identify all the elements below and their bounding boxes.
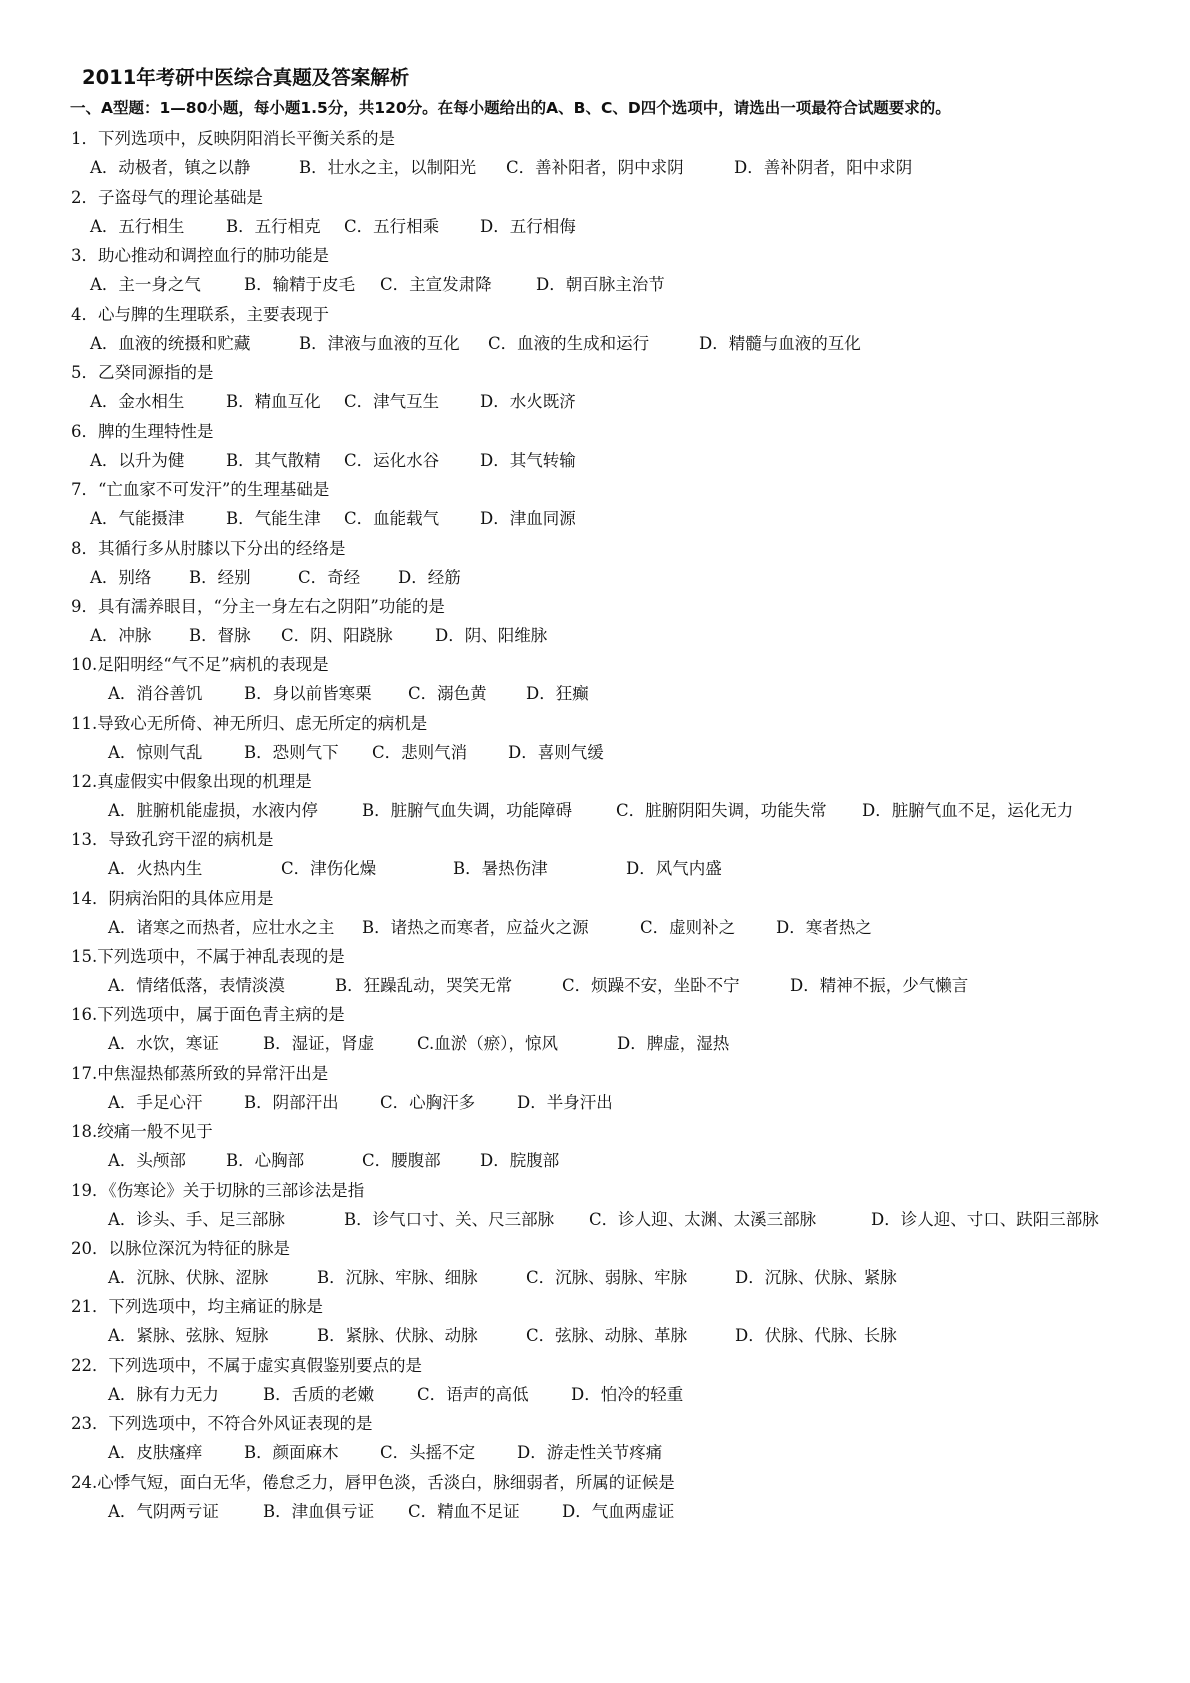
answer-option: C．沉脉、弱脉、牢脉	[526, 1268, 688, 1287]
answer-option: D．津血同源	[480, 509, 576, 528]
answer-option: B．督脉	[189, 626, 251, 645]
options-row	[0, 450, 1130, 472]
answer-option: A．气能摄津	[90, 509, 185, 528]
answer-option: D．喜则气缓	[508, 743, 604, 762]
options-row	[0, 683, 1130, 705]
answer-option: B．经别	[189, 568, 251, 587]
answer-option: C．津气互生	[344, 392, 440, 411]
question-stem: 17.中焦湿热郁蒸所致的异常汗出是	[71, 1064, 329, 1083]
answer-option: C．诊人迎、太渊、太溪三部脉	[589, 1210, 817, 1229]
options-row	[0, 917, 1130, 939]
options-row	[0, 1267, 1130, 1289]
answer-option: A．别络	[90, 568, 152, 587]
answer-option: C．溺色黄	[408, 684, 487, 703]
section-heading: 一、A型题：1—80小题，每小题1.5分，共120分。在每小题给出的A、B、C、D四个选项中，请选出一项最符合试题要求的。	[70, 99, 951, 117]
answer-option: B．紧脉、伏脉、动脉	[317, 1326, 478, 1345]
answer-option: D．精髓与血液的互化	[699, 334, 861, 353]
answer-option: C．主宣发肃降	[380, 275, 492, 294]
answer-option: C．烦躁不安，坐卧不宁	[562, 976, 740, 995]
answer-option: C．运化水谷	[344, 451, 440, 470]
answer-option: D．其气转输	[480, 451, 576, 470]
options-row	[0, 625, 1130, 647]
answer-option: D．诊人迎、寸口、趺阳三部脉	[871, 1210, 1099, 1229]
answer-option: B．颜面麻木	[244, 1443, 339, 1462]
answer-option: D．寒者热之	[776, 918, 872, 937]
question-stem: 1．下列选项中，反映阴阳消长平衡关系的是	[71, 129, 395, 148]
answer-option: C．津伤化燥	[281, 859, 377, 878]
answer-option: A．气阴两亏证	[108, 1502, 219, 1521]
answer-option: A．主一身之气	[90, 275, 201, 294]
question-stem: 4．心与脾的生理联系，主要表现于	[71, 305, 329, 324]
answer-option: A．紧脉、弦脉、短脉	[108, 1326, 269, 1345]
answer-option: A．金水相生	[90, 392, 185, 411]
answer-option: D．精神不振，少气懒言	[790, 976, 969, 995]
answer-option: A．惊则气乱	[108, 743, 203, 762]
answer-option: A．情绪低落，表情淡漠	[108, 976, 285, 995]
options-row	[0, 975, 1130, 997]
question-stem: 19．《伤寒论》关于切脉的三部诊法是指	[71, 1181, 365, 1200]
options-row	[0, 1150, 1130, 1172]
answer-option: D．气血两虚证	[562, 1502, 675, 1521]
options-row	[0, 333, 1130, 355]
options-row	[0, 216, 1130, 238]
answer-option: C．脏腑阴阳失调，功能失常	[616, 801, 827, 820]
answer-option: D．阴、阳维脉	[435, 626, 548, 645]
answer-option: D．脾虚，湿热	[617, 1034, 730, 1053]
answer-option: B．舌质的老嫩	[263, 1385, 375, 1404]
answer-option: C．虚则补之	[640, 918, 736, 937]
question-stem: 14．阴病治阳的具体应用是	[71, 889, 274, 908]
options-row	[0, 274, 1130, 296]
options-row	[0, 1092, 1130, 1114]
answer-option: D．游走性关节疼痛	[517, 1443, 663, 1462]
answer-option: B．心胸部	[226, 1151, 305, 1170]
answer-option: D．伏脉、代脉、长脉	[735, 1326, 897, 1345]
answer-option: A．水饮，寒证	[108, 1034, 219, 1053]
answer-option: D．半身汗出	[517, 1093, 613, 1112]
answer-option: D．沉脉、伏脉、紧脉	[735, 1268, 897, 1287]
options-row	[0, 1501, 1130, 1523]
question-stem: 7．“亡血家不可发汗”的生理基础是	[71, 480, 330, 499]
question-stem: 10.足阳明经“气不足”病机的表现是	[71, 655, 329, 674]
answer-option: A．五行相生	[90, 217, 185, 236]
question-stem: 12.真虚假实中假象出现的机理是	[71, 772, 312, 791]
answer-option: C．奇经	[298, 568, 361, 587]
question-stem: 8．其循行多从肘膝以下分出的经络是	[71, 539, 346, 558]
answer-option: C．血能载气	[344, 509, 440, 528]
answer-option: B．诸热之而寒者，应益火之源	[362, 918, 589, 937]
answer-option: D．怕冷的轻重	[571, 1385, 684, 1404]
answer-option: A．脉有力无力	[108, 1385, 219, 1404]
answer-option: D．经筋	[398, 568, 461, 587]
options-row	[0, 1033, 1130, 1055]
answer-option: B．身以前皆寒栗	[244, 684, 372, 703]
page-title: 2011年考研中医综合真题及答案解析	[82, 66, 410, 89]
answer-option: C．头摇不定	[380, 1443, 476, 1462]
answer-option: D．五行相侮	[480, 217, 576, 236]
answer-option: B．五行相克	[226, 217, 321, 236]
options-row	[0, 1209, 1130, 1231]
answer-option: A．动极者，镇之以静	[90, 158, 251, 177]
answer-option: D．风气内盛	[626, 859, 722, 878]
answer-option: C．血液的生成和运行	[488, 334, 650, 353]
answer-option: B．气能生津	[226, 509, 321, 528]
options-row	[0, 858, 1130, 880]
answer-option: B．输精于皮毛	[244, 275, 356, 294]
answer-option: B．恐则气下	[244, 743, 339, 762]
answer-option: A．皮肤瘙痒	[108, 1443, 203, 1462]
answer-option: A．冲脉	[90, 626, 152, 645]
answer-option: D．水火既济	[480, 392, 576, 411]
question-stem: 18.绞痛一般不见于	[71, 1122, 213, 1141]
answer-option: B．诊气口寸、关、尺三部脉	[344, 1210, 555, 1229]
options-row	[0, 742, 1130, 764]
answer-option: A．消谷善饥	[108, 684, 203, 703]
answer-option: D．善补阴者，阳中求阴	[734, 158, 913, 177]
question-stem: 9．具有濡养眼目，“分主一身左右之阴阳”功能的是	[71, 597, 445, 616]
answer-option: D．脏腑气血不足，运化无力	[862, 801, 1074, 820]
answer-option: C．弦脉、动脉、革脉	[526, 1326, 688, 1345]
answer-option: A．诸寒之而热者，应壮水之主	[108, 918, 335, 937]
answer-option: C．语声的高低	[417, 1385, 529, 1404]
answer-option: A．头颅部	[108, 1151, 186, 1170]
options-row	[0, 567, 1130, 589]
answer-option: C．阴、阳跷脉	[281, 626, 393, 645]
options-row	[0, 391, 1130, 413]
answer-option: D．脘腹部	[480, 1151, 560, 1170]
question-stem: 22．下列选项中，不属于虚实真假鉴别要点的是	[71, 1356, 422, 1375]
question-stem: 20．以脉位深沉为特征的脉是	[71, 1239, 290, 1258]
answer-option: B．狂躁乱动，哭笑无常	[335, 976, 513, 995]
answer-option: C．五行相乘	[344, 217, 440, 236]
answer-option: C．心胸汗多	[380, 1093, 476, 1112]
answer-option: A．手足心汗	[108, 1093, 203, 1112]
answer-option: B．湿证，肾虚	[263, 1034, 375, 1053]
options-row	[0, 157, 1130, 179]
question-stem: 3．助心推动和调控血行的肺功能是	[71, 246, 329, 265]
answer-option: A．以升为健	[90, 451, 185, 470]
answer-option: C．悲则气消	[372, 743, 468, 762]
question-stem: 21．下列选项中，均主痛证的脉是	[71, 1297, 323, 1316]
answer-option: B．津液与血液的互化	[299, 334, 460, 353]
question-stem: 16.下列选项中，属于面色青主病的是	[71, 1005, 345, 1024]
question-stem: 23．下列选项中，不符合外风证表现的是	[71, 1414, 373, 1433]
answer-option: B．精血互化	[226, 392, 321, 411]
answer-option: A．沉脉、伏脉、涩脉	[108, 1268, 269, 1287]
answer-option: C．精血不足证	[408, 1502, 520, 1521]
options-row	[0, 1325, 1130, 1347]
answer-option: A．血液的统摄和贮藏	[90, 334, 251, 353]
answer-option: B．沉脉、牢脉、细脉	[317, 1268, 478, 1287]
answer-option: A．诊头、手、足三部脉	[108, 1210, 285, 1229]
answer-option: B．脏腑气血失调，功能障碍	[362, 801, 573, 820]
question-stem: 2．子盗母气的理论基础是	[71, 188, 263, 207]
options-row	[0, 800, 1130, 822]
question-stem: 11.导致心无所倚、神无所归、虑无所定的病机是	[71, 714, 428, 733]
question-stem: 24.心悸气短，面白无华，倦怠乏力，唇甲色淡，舌淡白，脉细弱者，所属的证候是	[71, 1473, 675, 1492]
answer-option: D．狂癫	[526, 684, 589, 703]
answer-option: C．腰腹部	[362, 1151, 441, 1170]
question-stem: 5．乙癸同源指的是	[71, 363, 214, 382]
options-row	[0, 508, 1130, 530]
answer-option: C．善补阳者，阴中求阴	[506, 158, 684, 177]
answer-option: B．壮水之主，以制阳光	[299, 158, 477, 177]
answer-option: D．朝百脉主治节	[536, 275, 665, 294]
answer-option: A．脏腑机能虚损，水液内停	[108, 801, 318, 820]
options-row	[0, 1442, 1130, 1464]
question-stem: 13．导致孔窍干涩的病机是	[71, 830, 274, 849]
question-stem: 15.下列选项中，不属于神乱表现的是	[71, 947, 345, 966]
answer-option: A．火热内生	[108, 859, 203, 878]
options-row	[0, 1384, 1130, 1406]
answer-option: B．暑热伤津	[453, 859, 548, 878]
question-stem: 6．脾的生理特性是	[71, 422, 214, 441]
answer-option: B．其气散精	[226, 451, 321, 470]
answer-option: B．阴部汗出	[244, 1093, 339, 1112]
answer-option: C.血淤（瘀），惊风	[417, 1034, 559, 1053]
answer-option: B．津血俱亏证	[263, 1502, 375, 1521]
